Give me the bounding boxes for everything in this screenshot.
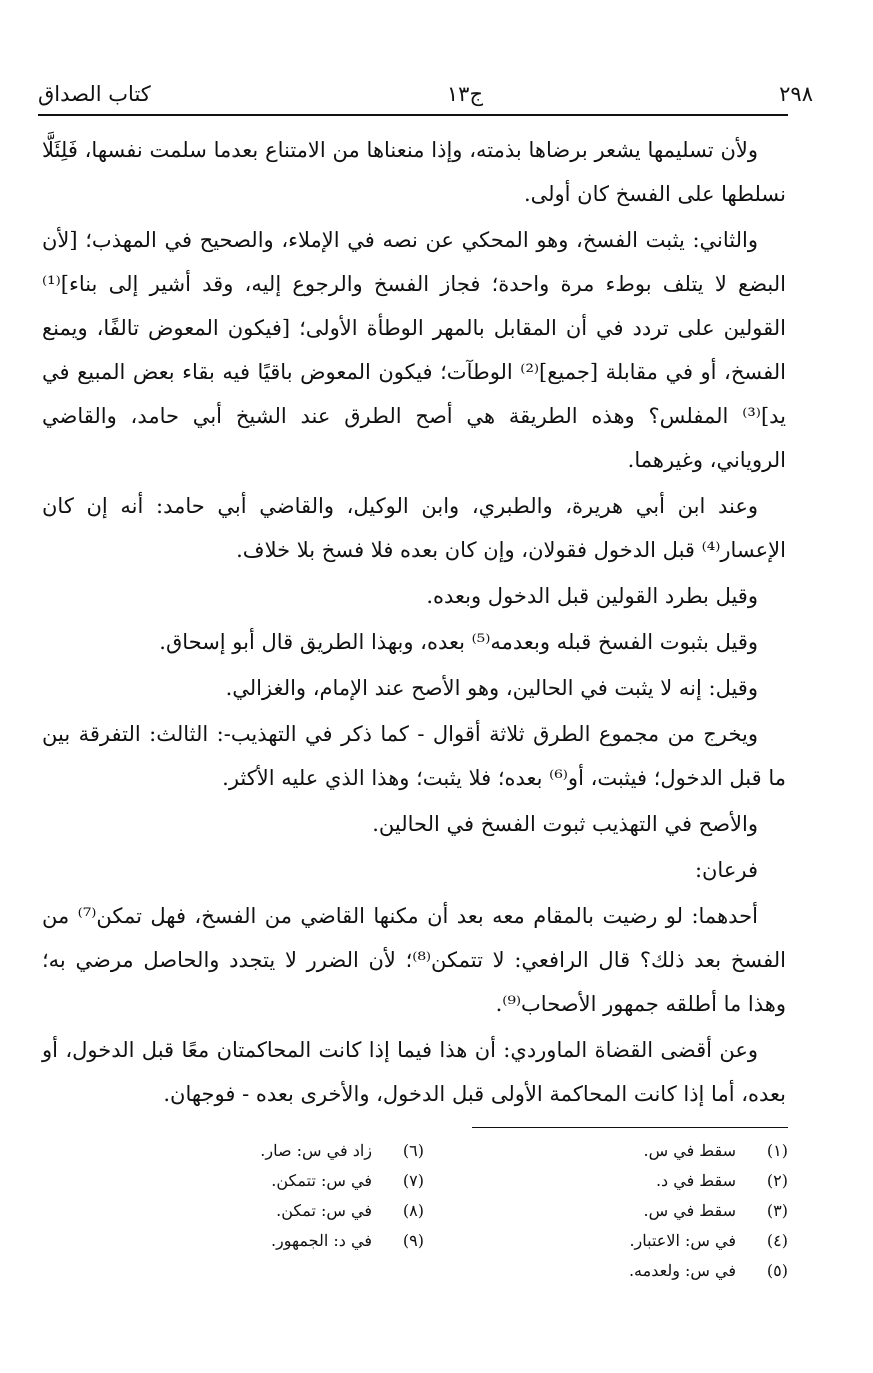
footnote — [60, 1166, 424, 1196]
footnote — [424, 1196, 788, 1226]
footnotes — [60, 1136, 788, 1286]
paragraph: وقيل بثبوت الفسخ قبله وبعدمه⁽⁵⁾ بعده، وبهذا الطريق قال أبو إسحاق. — [159, 630, 758, 654]
footnote-number: (٨) — [402, 1201, 424, 1220]
footnote — [60, 1226, 424, 1256]
main-text — [42, 128, 786, 1116]
footnote-number: (٧) — [402, 1171, 424, 1190]
footnote-text: في د: الجمهور. — [270, 1231, 372, 1250]
footnotes-column-left — [60, 1136, 424, 1286]
footnote-number: (٥) — [766, 1261, 788, 1280]
book-title: كتاب الصداق — [38, 82, 151, 106]
footnote — [424, 1136, 788, 1166]
footnote-text: في س: تمكن. — [276, 1201, 372, 1220]
footnote-text: في س: الاعتبار. — [629, 1231, 736, 1250]
paragraph: ولأن تسليمها يشعر برضاها بذمته، وإذا منعناها من الامتناع بعدما سلمت نفسها، فَلِئَلَّا نسلطها على الفسخ كان أولى. — [42, 138, 786, 206]
page-number: ٢٩٨ — [779, 82, 813, 106]
paragraph: وقيل بطرد القولين قبل الدخول وبعده. — [426, 584, 758, 608]
footnote-text: سقط في د. — [655, 1171, 736, 1190]
paragraph: ويخرج من مجموع الطرق ثلاثة أقوال - كما ذكر في التهذيب-: الثالث: التفرقة بين ما قبل الدخول؛ فيثبت، أو⁽⁶⁾ بعده؛ فلا يثبت؛ وهذا الذي عليه الأكثر. — [42, 722, 786, 790]
footnote-number: (٣) — [766, 1201, 788, 1220]
footnote — [424, 1226, 788, 1256]
footnote-text: زاد في س: صار. — [260, 1141, 372, 1160]
paragraph: والثاني: يثبت الفسخ، وهو المحكي عن نصه في الإملاء، والصحيح في المهذب؛ [لأن البضع لا يتلف بوطء مرة واحدة؛ فجاز الفسخ والرجوع إليه، وقد أشير إلى بناء]⁽¹⁾ القولين على تردد في أن المقابل بالمهر الوطأة الأولى؛ [فيكون المعوض تالفًا، ويمنع الفسخ، أو في مقابلة [جميع]⁽²⁾ الوطآت؛ فيكون المعوض باقيًا فيه بقاء بعض المبيع في يد]⁽³⁾ المفلس؟ وهذه الطريقة هي أصح الطرق عند الشيخ أبي حامد، والقاضي الروياني، وغيرهما. — [42, 228, 786, 472]
paragraph: أحدهما: لو رضيت بالمقام معه بعد أن مكنها القاضي من الفسخ، فهل تمكن⁽⁷⁾ من الفسخ بعد ذلك؟ قال الرافعي: لا تتمكن⁽⁸⁾؛ لأن الضرر لا يتجدد والحاصل مرضي به؛ وهذا ما أطلقه جمهور الأصحاب⁽⁹⁾. — [42, 904, 786, 1016]
footnote-number: (٢) — [766, 1171, 788, 1190]
footnote-rule — [472, 1127, 788, 1128]
footnote-number: (٦) — [402, 1141, 424, 1160]
footnote — [424, 1166, 788, 1196]
footnote-number: (١) — [766, 1141, 788, 1160]
running-header — [38, 62, 813, 106]
volume-number: ج١٣ — [446, 82, 484, 106]
footnote-text: في س: ولعدمه. — [628, 1261, 736, 1280]
footnote — [60, 1136, 424, 1166]
footnote-text: سقط في س. — [643, 1201, 736, 1220]
header-rule — [38, 114, 788, 116]
section-heading: فرعان: — [694, 858, 758, 882]
paragraph: وعن أقضى القضاة الماوردي: أن هذا فيما إذا كانت المحاكمتان معًا قبل الدخول، أو بعده، أما إذا كانت المحاكمة الأولى قبل الدخول، والأخرى بعده - فوجهان. — [42, 1038, 786, 1106]
footnote — [60, 1196, 424, 1226]
footnote-number: (٩) — [402, 1231, 424, 1250]
footnotes-column-right — [424, 1136, 788, 1286]
paragraph: وعند ابن أبي هريرة، والطبري، وابن الوكيل، والقاضي أبي حامد: أنه إن كان الإعسار⁽⁴⁾ قبل الدخول فقولان، وإن كان بعده فلا فسخ بلا خلاف. — [42, 494, 786, 562]
footnote-number: (٤) — [766, 1231, 788, 1250]
paragraph: والأصح في التهذيب ثبوت الفسخ في الحالين. — [372, 812, 758, 836]
paragraph: وقيل: إنه لا يثبت في الحالين، وهو الأصح عند الإمام، والغزالي. — [225, 676, 758, 700]
footnote-text: سقط في س. — [643, 1141, 736, 1160]
footnote-text: في س: تتمكن. — [271, 1171, 372, 1190]
footnote — [424, 1256, 788, 1286]
